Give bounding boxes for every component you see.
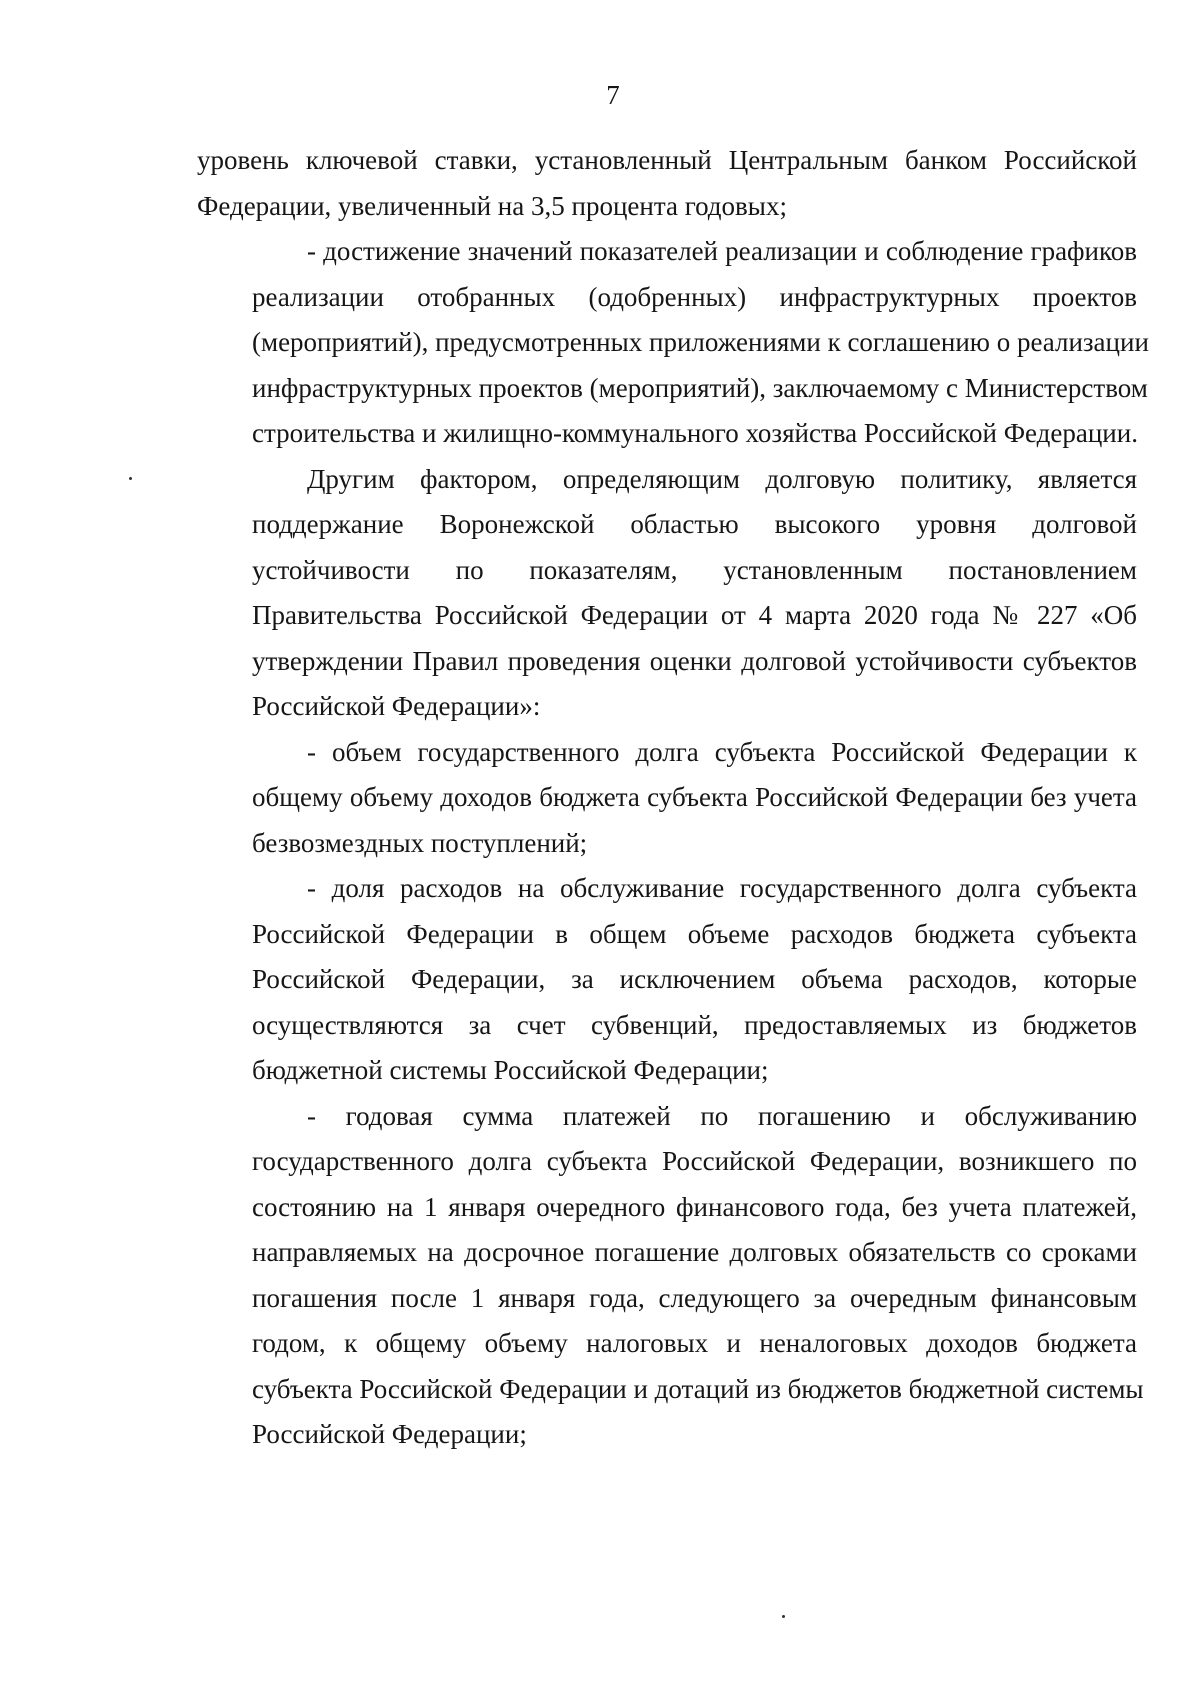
text-line: уровень ключевой ставки, установленный Центральным банком Российской [197,145,1137,175]
paragraph [197,457,1137,730]
text-line: государственного долга субъекта Российской Федерации, возникшего по [252,1146,1137,1176]
text-line: состоянию на 1 января очередного финансового года, без учета платежей, [252,1191,1137,1222]
text-line: безвозмездных поступлений; [252,827,588,858]
text-line: - достижение значений показателей реализации и соблюдение графиков [307,236,1137,266]
scan-speck [129,477,132,480]
scan-speck [782,1615,785,1618]
text-line: бюджетной системы Российской Федерации; [252,1055,769,1085]
text-line: - доля расходов на обслуживание государственного долга субъекта [307,873,1137,903]
text-line: устойчивости по показателям, установленным постановлением [252,554,1137,585]
text-line: (мероприятий), предусмотренных приложениями к соглашению о реализации [252,327,1149,357]
text-line: поддержание Воронежской областью высокого уровня долговой [252,509,1137,539]
paragraph [197,730,1137,867]
text-line: Федерации, увеличенный на 3,5 процента годовых; [197,190,787,221]
text-line: осуществляются за счет субвенций, предоставляемых из бюджетов [252,1009,1137,1040]
text-line: - объем государственного долга субъекта Российской Федерации к [307,736,1137,767]
text-line: годом, к общему объему налоговых и неналоговых доходов бюджета [252,1328,1137,1358]
text-line: - годовая сумма платежей по погашению и обслуживанию [307,1100,1137,1131]
text-line: инфраструктурных проектов (мероприятий), заключаемому с Министерством [252,372,1148,403]
text-line: Российской Федерации в общем объеме расходов бюджета субъекта [252,918,1137,949]
text-line: Российской Федерации, за исключением объема расходов, которые [252,964,1137,994]
text-line: общему объему доходов бюджета субъекта Российской Федерации без учета [252,782,1137,812]
text-line: Российской Федерации; [252,1419,527,1449]
paragraph [197,866,1137,1094]
text-line: Российской Федерации»: [252,691,541,721]
text-line: субъекта Российской Федерации и дотаций из бюджетов бюджетной системы [252,1373,1144,1404]
paragraph [197,1094,1144,1458]
text-line: направляемых на досрочное погашение долговых обязательств со сроками [252,1237,1137,1267]
text-line: Другим фактором, определяющим долговую политику, является [307,463,1137,494]
text-line: утверждении Правил проведения оценки долговой устойчивости субъектов [252,645,1137,676]
text-line: реализации отобранных (одобренных) инфраструктурных проектов [252,281,1137,312]
text-line: погашения после 1 января года, следующего за очередным финансовым [252,1282,1137,1313]
text-line: Правительства Российской Федерации от 4 марта 2020 года № 227 «Об [252,600,1137,630]
text-line: строительства и жилищно-коммунального хозяйства Российской Федерации. [252,418,1138,448]
paragraph [197,229,1149,457]
page-number: 7 [606,80,620,110]
body-text [197,138,1149,1458]
paragraph [197,138,1137,229]
